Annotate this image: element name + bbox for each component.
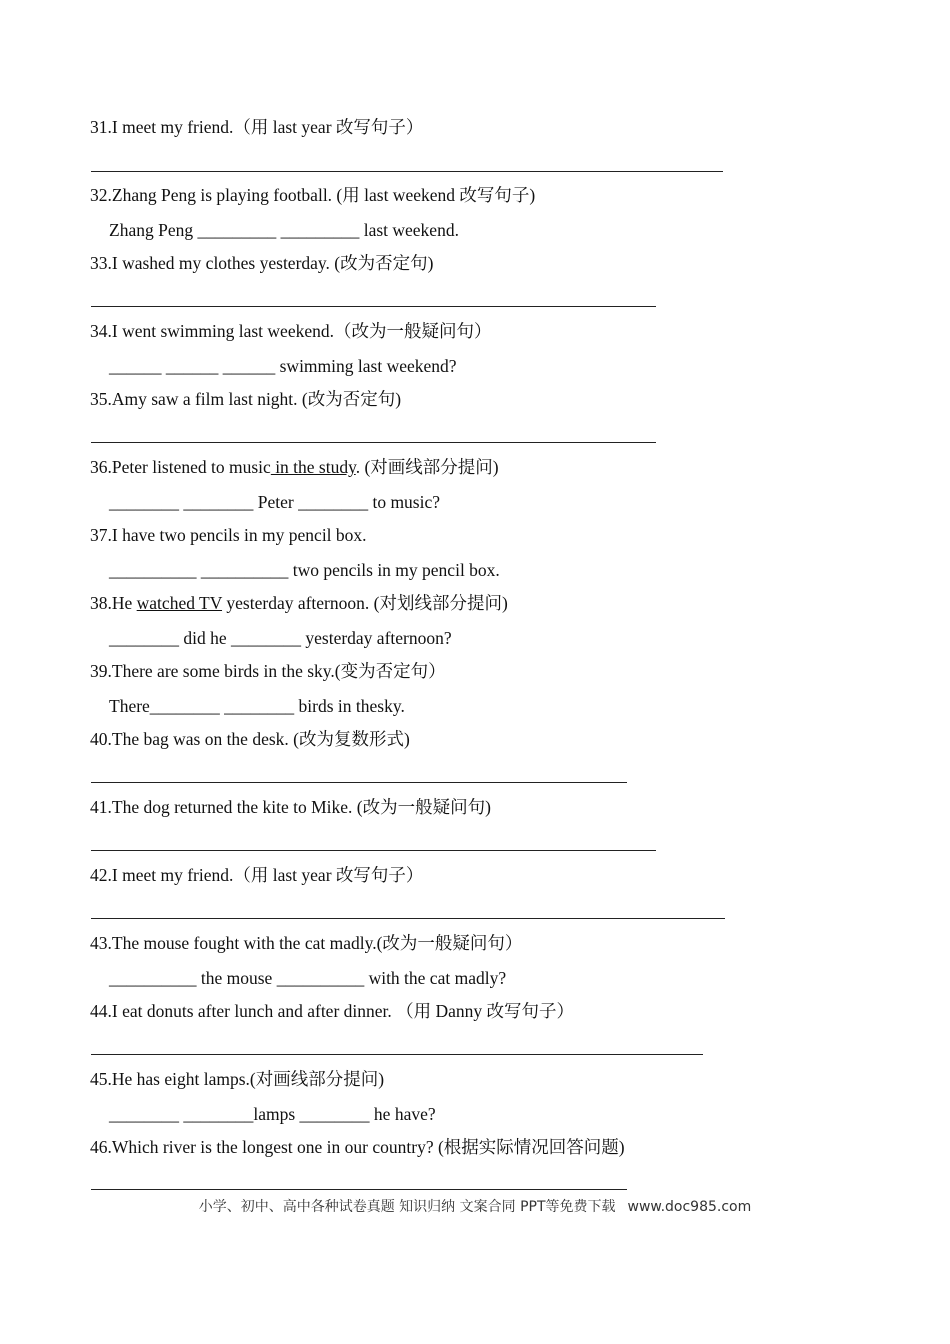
question-38: 38.He watched TV yesterday afternoon. (对划线部分提问) [90,593,508,613]
answer-36: ________ ________ Peter ________ to music? [109,492,441,512]
question-31: 31.I meet my friend.（用 last year 改写句子） [90,117,424,137]
question-36: 36.Peter listened to music in the study. (对画线部分提问) [90,457,499,477]
question-43: 43.The mouse fought with the cat madly.(改为一般疑问句） [90,933,523,953]
question-45: 45.He has eight lamps.(对画线部分提问) [90,1069,385,1089]
question-42: 42.I meet my friend.（用 last year 改写句子） [90,865,424,885]
answer-32: Zhang Peng _________ _________ last weekend. [109,220,459,240]
answer-line-40 [91,782,627,783]
answer-34: ______ ______ ______ swimming last weekend? [109,356,457,376]
answer-38: ________ did he ________ yesterday afternoon? [109,628,452,648]
answer-line-42 [91,918,725,919]
footer-text: 小学、初中、高中各种试卷真题 知识归纳 文案合同 PPT等免费下载 [198,1199,616,1215]
answer-line-46 [91,1189,627,1190]
underlined-phrase: watched TV [136,593,223,613]
answer-37: __________ __________ two pencils in my pencil box. [109,560,500,580]
question-34: 34.I went swimming last weekend.（改为一般疑问句） [90,321,492,341]
question-37: 37.I have two pencils in my pencil box. [90,525,367,545]
question-35: 35.Amy saw a film last night. (改为否定句) [90,389,402,409]
answer-line-35 [91,442,656,443]
footer-url[interactable]: www.doc985.com [627,1199,752,1215]
answer-45: ________ ________lamps ________ he have? [109,1104,436,1124]
question-44: 44.I eat donuts after lunch and after dinner. （用 Danny 改写句子） [90,1001,575,1021]
answer-43: __________ the mouse __________ with the cat madly? [109,968,507,988]
footer [0,1196,950,1216]
question-40: 40.The bag was on the desk. (改为复数形式) [90,729,410,749]
answer-39: There________ ________ birds in thesky. [109,696,405,716]
answer-line-41 [91,850,656,851]
underlined-phrase: in the study [270,457,356,477]
answer-line-33 [91,306,656,307]
question-33: 33.I washed my clothes yesterday. (改为否定句) [90,253,434,273]
question-41: 41.The dog returned the kite to Mike. (改为一般疑问句) [90,797,491,817]
question-39: 39.There are some birds in the sky.(变为否定句） [90,661,446,681]
question-32: 32.Zhang Peng is playing football. (用 last weekend 改写句子) [90,185,536,205]
answer-line-44 [91,1054,703,1055]
question-46: 46.Which river is the longest one in our country? (根据实际情况回答问题) [90,1137,625,1157]
answer-line-31 [91,171,723,172]
